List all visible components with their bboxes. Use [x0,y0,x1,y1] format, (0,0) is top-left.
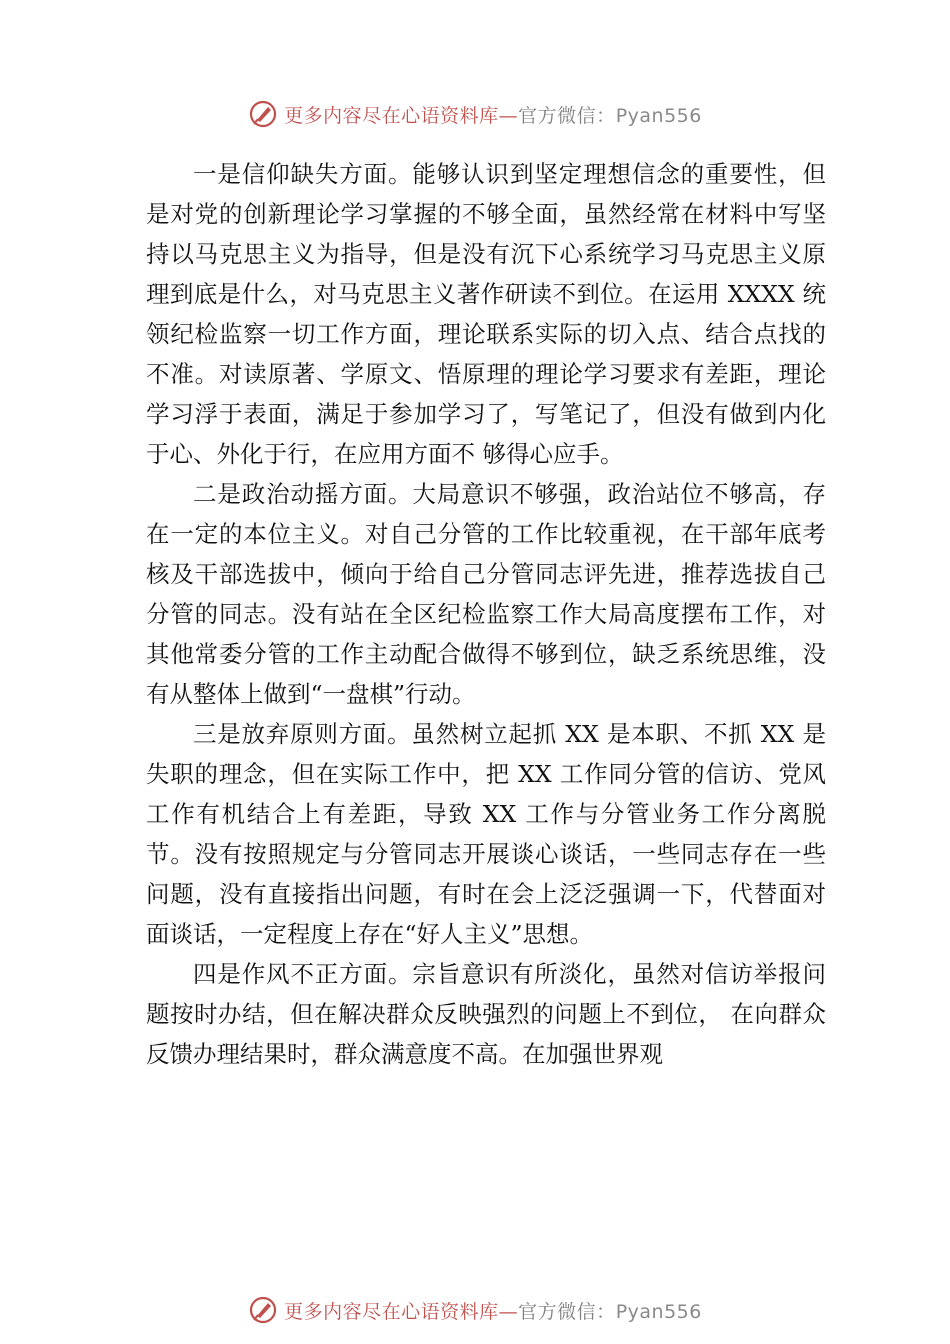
watermark-brand: 更多内容尽在心语资料库 [284,104,499,127]
paragraph-faith: 一是信仰缺失方面。能够认识到坚定理想信念的重要性，但是对党的创新理论学习掌握的不够全面，虽然经常在材料中写坚持以马克思主义为指导，但是没有沉下心系统学习马克思主义原理到底是什么，对马克思主义著作研读不到位。在运用 XXXX 统领纪检监察一切工作方面，理论联系实际的切入点、结合点找的不准。对读原著、学原文、悟原理的理论学习要求有差距，理论学习浮于表面，满足于参加学习了，写笔记了，但没有做到内化于心、外化于行，在应用方面不 够得心应手。 [146,160,826,468]
watermark-separator: — [498,1300,519,1323]
paragraph-politics: 二是政治动摇方面。大局意识不够强，政治站位不够高，存在一定的本位主义。对自己分管的工作比较重视，在干部年底考核及干部选拔中，倾向于给自己分管同志评先进，推荐选拔自己分管的同志。没有站在全区纪检监察工作大局高度摆布工作，对其他常委分管的工作主动配合做得不够到位，缺乏系统思维，没有从整体上做到“一盘棋”行动。 [146,480,826,708]
watermark-wechat-label: 官方微信： [518,104,616,127]
watermark-wechat-id: Pyan556 [615,1300,702,1323]
footer-watermark [0,1290,950,1330]
watermark-wechat-label: 官方微信： [518,1300,616,1323]
watermark-wechat-id: Pyan556 [615,104,702,127]
watermark-text [284,1297,702,1324]
pen-logo-icon [248,1295,278,1325]
watermark-separator: — [498,104,519,127]
paragraph-principle: 三是放弃原则方面。虽然树立起抓 XX 是本职、不抓 XX 是失职的理念，但在实际工作中，把 XX 工作同分管的信访、党风工作有机结合上有差距，导致 XX 工作与分管业务工作分离脱节。没有按照规定与分管同志开展谈心谈话，一些同志存在一些问题，没有直接指出问题，有时在会上泛泛强调一下，代替面对面谈话，一定程度上存在“好人主义”思想。 [146,720,826,948]
watermark-brand: 更多内容尽在心语资料库 [284,1300,499,1323]
watermark-text [284,101,702,128]
header-watermark [0,94,950,134]
document-body [146,154,826,1074]
paragraph-style: 四是作风不正方面。宗旨意识有所淡化，虽然对信访举报问题按时办结，但在解决群众反映强烈的问题上不到位， 在向群众反馈办理结果时，群众满意度不高。在加强世界观 [146,960,826,1068]
pen-logo-icon [248,99,278,129]
